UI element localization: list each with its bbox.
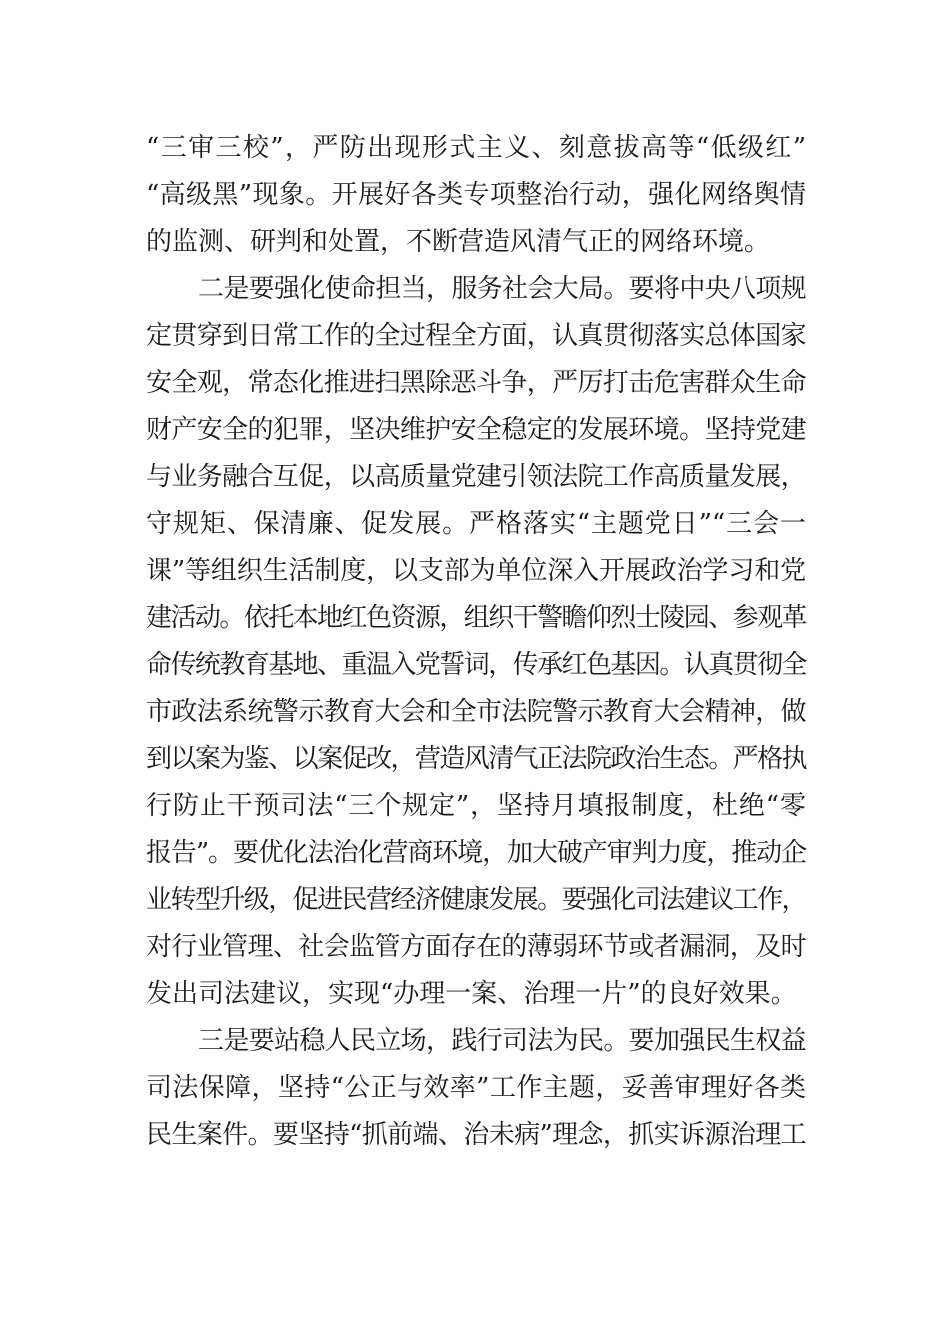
text-line: 与业务融合互促，以高质量党建引领法院工作高质量发展， [146,462,806,492]
text-line: 业转型升级，促进民营经济健康发展。要强化司法建议工作， [146,885,806,915]
text-line: 三是要站稳人民立场，践行司法为民。要加强民生权益 [198,1026,806,1056]
text-line: 民生案件。要坚持“抓前端、治未病”理念，抓实诉源治理工 [146,1120,806,1150]
text-line: 建活动。依托本地红色资源，组织干警瞻仰烈士陵园、参观革 [146,603,806,633]
text-line: 司法保障，坚持“公正与效率”工作主题，妥善审理好各类 [146,1073,806,1103]
text-line: 行防止干预司法“三个规定”，坚持月填报制度，杜绝“零 [146,791,806,821]
text-line: 定贯穿到日常工作的全过程全方面，认真贯彻落实总体国家 [146,321,806,351]
text-line: 安全观，常态化推进扫黑除恶斗争，严厉打击危害群众生命 [146,368,806,398]
text-line: 对行业管理、社会监管方面存在的薄弱环节或者漏洞，及时 [146,932,806,962]
text-line: 的监测、研判和处置，不断营造风清气正的网络环境。 [146,227,771,257]
text-line: “高级黑”现象。开展好各类专项整治行动，强化网络舆情 [146,180,806,210]
text-line: 命传统教育基地、重温入党誓词，传承红色基因。认真贯彻全 [146,650,806,680]
text-line: 市政法系统警示教育大会和全市法院警示教育大会精神，做 [146,697,806,727]
text-line: 财产安全的犯罪，坚决维护安全稳定的发展环境。坚持党建 [146,415,806,445]
text-line: “三审三校”，严防出现形式主义、刻意拔高等“低级红” [146,133,806,163]
text-line: 课”等组织生活制度，以支部为单位深入开展政治学习和党 [146,556,806,586]
text-line: 发出司法建议，实现“办理一案、治理一片”的良好效果。 [146,979,797,1009]
text-line: 报告”。要优化法治化营商环境，加大破产审判力度，推动企 [146,838,806,868]
text-line: 到以案为鉴、以案促改，营造风清气正法院政治生态。严格执 [146,744,806,774]
text-line: 守规矩、保清廉、促发展。严格落实“主题党日”“三会一 [146,509,806,539]
body-text [146,125,806,1159]
text-line: 二是要强化使命担当，服务社会大局。要将中央八项规 [198,274,806,304]
